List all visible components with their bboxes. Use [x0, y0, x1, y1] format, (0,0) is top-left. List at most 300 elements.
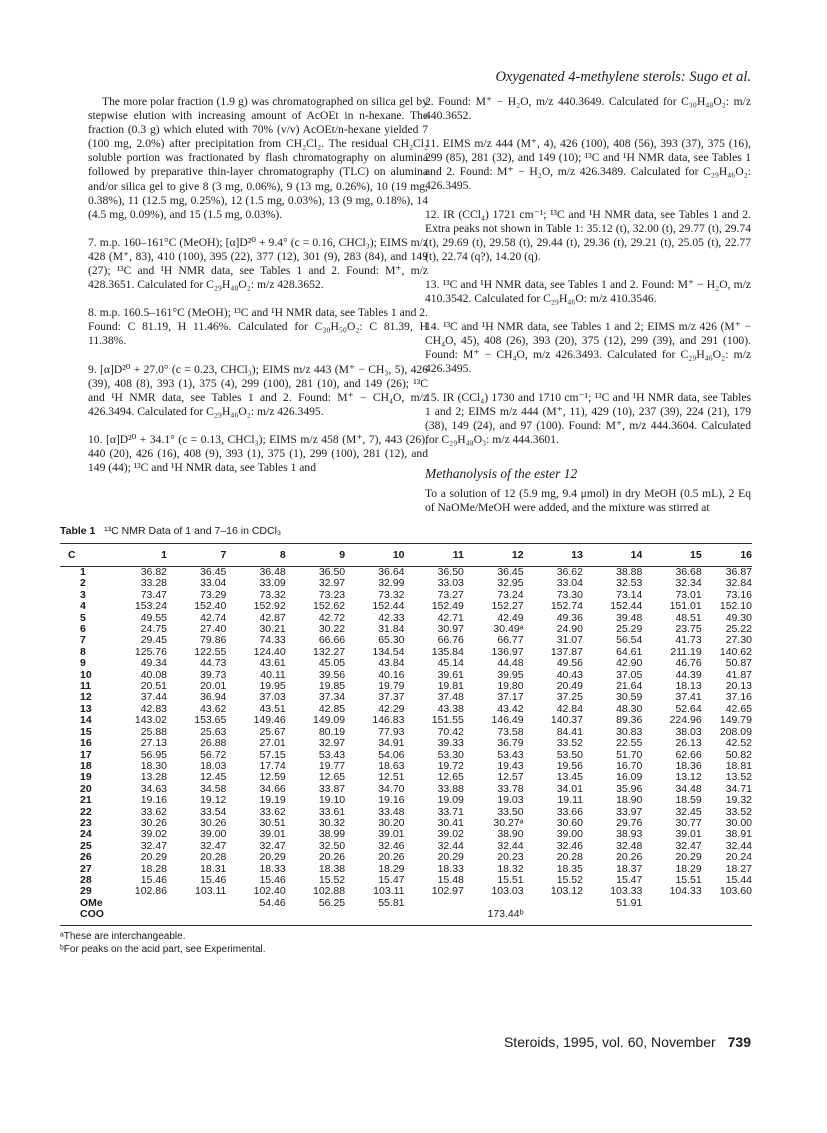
shift-value-cell: 51.91: [616, 896, 643, 909]
shift-value-cell: 20.26: [318, 851, 346, 864]
shift-value-cell: 43.42: [497, 702, 524, 715]
shift-value-cell: 37.34: [318, 691, 346, 704]
shift-value-cell: 30.20: [378, 816, 405, 829]
shift-value-cell: 15.48: [437, 873, 464, 886]
table-caption-text: ¹³C NMR Data of 1 and 7–16 in CDCl₃: [104, 525, 282, 537]
shift-value-cell: 43.61: [259, 657, 286, 670]
shift-value-cell: 33.61: [318, 805, 346, 818]
shift-value-cell: 103.11: [373, 885, 405, 898]
shift-value-cell: 41.87: [725, 668, 752, 681]
shift-value-cell: 37.37: [378, 691, 405, 704]
shift-value-cell: 20.51: [140, 680, 167, 693]
shift-value-cell: 43.38: [437, 702, 464, 715]
shift-value-cell: 41.73: [675, 634, 702, 647]
shift-value-cell: 146.49: [491, 714, 524, 727]
shift-value-cell: 30.59: [616, 691, 643, 704]
shift-value-cell: 73.27: [437, 588, 464, 601]
shift-value-cell: [111, 898, 167, 909]
shift-value-cell: 20.24: [725, 851, 752, 864]
shift-value-cell: 20.26: [616, 851, 643, 864]
table-row: [60, 601, 752, 612]
paragraph-gap: [425, 123, 751, 137]
shift-value-cell: 52.64: [675, 702, 702, 715]
shift-value-cell: 37.03: [259, 691, 286, 704]
shift-value-cell: 19.72: [437, 759, 464, 772]
carbon-label-cell: 4: [80, 600, 86, 613]
shift-value-cell: 23.75: [675, 623, 702, 636]
shift-value-cell: 32.44: [437, 839, 464, 852]
shift-value-cell: 53.30: [437, 748, 464, 761]
table-row: [60, 886, 752, 897]
table-row: [60, 715, 752, 726]
shift-value-cell: 43.84: [378, 657, 405, 670]
carbon-label-cell: 7: [80, 634, 86, 647]
shift-value-cell: 33.62: [259, 805, 286, 818]
carbon-label-cell: 16: [80, 737, 92, 750]
shift-value-cell: 19.43: [497, 759, 524, 772]
shift-value-cell: 38.88: [616, 566, 643, 578]
shift-value-cell: 20.28: [200, 851, 227, 864]
shift-value-cell: 33.04: [556, 577, 583, 590]
shift-value-cell: 153.65: [194, 714, 227, 727]
paragraph: 7. m.p. 160–161°C (MeOH); [α]D²⁰ + 9.4° (c = 0.16, CHCl₃); EIMS m/z 428 (M⁺, 83), 410 (100), 395 (22), 377 (12), 301 (9), 283 (84), and 149 (27); ¹³C and ¹H NMR data, see Tables 1 and 2. Found: M⁺, m/z 428.3651. Calculated for C₂₉H₄₈O₂: m/z 428.3652.: [88, 235, 428, 292]
shift-value-cell: 50.82: [725, 748, 752, 761]
shift-value-cell: 137.87: [550, 645, 583, 658]
table-footnotes: [60, 930, 752, 956]
shift-value-cell: 16.70: [616, 759, 643, 772]
shift-value-cell: 48.30: [616, 702, 643, 715]
shift-value-cell: 149.79: [719, 714, 752, 727]
footnote: ᵃThese are interchangeable.: [60, 930, 186, 942]
shift-value-cell: 32.48: [616, 839, 643, 852]
shift-value-cell: 149.46: [253, 714, 286, 727]
shift-value-cell: 37.25: [556, 691, 583, 704]
shift-value-cell: 18.03: [200, 759, 227, 772]
shift-value-cell: 73.01: [675, 588, 702, 601]
shift-value-cell: 20.29: [437, 851, 464, 864]
shift-value-cell: 33.87: [318, 782, 346, 795]
carbon-label-cell: 27: [80, 862, 92, 875]
shift-value-cell: 15.52: [556, 873, 583, 886]
shift-value-cell: 152.49: [431, 600, 464, 613]
shift-value-cell: 40.16: [378, 668, 405, 681]
shift-value-cell: 19.77: [318, 759, 346, 772]
shift-value-cell: 25.29: [616, 623, 643, 636]
shift-value-cell: 42.49: [497, 611, 524, 624]
table-header-row: [60, 544, 752, 567]
paragraph: 10. [α]D²⁰ + 34.1° (c = 0.13, CHCl₃); EIMS m/z 458 (M⁺, 7), 443 (26), 440 (20), 426 (16), 408 (9), 393 (1), 375 (1), 299 (100), 281 (12), and 149 (44); ¹³C and ¹H NMR data, see Tables 1 and: [88, 432, 428, 475]
shift-value-cell: 89.36: [616, 714, 643, 727]
shift-value-cell: 66.77: [497, 634, 524, 647]
shift-value-cell: [345, 909, 404, 922]
table-bottom-rule: [60, 925, 752, 926]
shift-value-cell: 151.01: [669, 600, 702, 613]
carbon-label-cell: 19: [80, 771, 92, 784]
shift-value-cell: 33.88: [437, 782, 464, 795]
shift-value-cell: 33.97: [616, 805, 643, 818]
shift-value-cell: 33.52: [556, 737, 583, 750]
shift-value-cell: 50.87: [725, 657, 752, 670]
paragraph: 12. IR (CCl₄) 1721 cm⁻¹; ¹³C and ¹H NMR data, see Tables 1 and 2. Extra peaks not shown in Table 1: 35.12 (t), 32.00 (t), 29.77 (t), 29.74 (t), 29.69 (t), 29.58 (t), 29.44 (t), 29.36 (t), 29.21 (t), 25.05 (t), 22.77 (t), 22.74 (q?), 14.20 (q).: [425, 207, 751, 263]
shift-value-cell: 39.56: [318, 668, 346, 681]
carbon-label-cell: 9: [80, 657, 86, 670]
shift-value-cell: 103.12: [550, 885, 583, 898]
shift-value-cell: 30.77: [675, 816, 702, 829]
shift-value-cell: 33.71: [437, 805, 464, 818]
shift-value-cell: 31.07: [556, 634, 583, 647]
carbon-label-cell: 1: [80, 566, 86, 578]
shift-value-cell: 30.51: [259, 816, 286, 829]
shift-value-cell: 152.40: [194, 600, 227, 613]
shift-value-cell: 30.00: [725, 816, 752, 829]
paragraph: 9. [α]D²⁰ + 27.0° (c = 0.23, CHCl₃); EIMS m/z 443 (M⁺ − CH₃, 5), 426 (39), 408 (8), 393 (1), 375 (4), 299 (100), 281 (10), and 149 (26); ¹³C and ¹H NMR data, see Tables 1 and 2. Found: M⁺ − CH₄O, m/z 426.3494. Calculated for C₂₉H₄₆O₂: m/z 426.3495.: [88, 362, 428, 418]
shift-value-cell: 34.58: [200, 782, 227, 795]
shift-value-cell: 102.40: [253, 885, 286, 898]
carbon-label-cell: 14: [80, 714, 92, 727]
carbon-label-cell: 22: [80, 805, 92, 818]
shift-value-cell: 30.27ᵃ: [493, 816, 524, 829]
shift-value-cell: 36.50: [437, 566, 464, 578]
shift-value-cell: 140.37: [550, 714, 583, 727]
shift-value-cell: 64.61: [616, 645, 643, 658]
carbon-label-cell: 8: [80, 645, 86, 658]
shift-value-cell: 29.76: [616, 816, 643, 829]
shift-value-cell: 32.44: [725, 839, 752, 852]
shift-value-cell: 79.86: [200, 634, 227, 647]
shift-value-cell: 73.47: [140, 588, 167, 601]
shift-value-cell: 29.45: [140, 634, 167, 647]
table-header-cell: 1: [111, 544, 167, 567]
shift-value-cell: 18.33: [259, 862, 286, 875]
shift-value-cell: 53.43: [497, 748, 524, 761]
shift-value-cell: 30.97: [437, 623, 464, 636]
shift-value-cell: 34.66: [259, 782, 286, 795]
shift-value-cell: 56.54: [616, 634, 643, 647]
shift-value-cell: 42.65: [725, 702, 752, 715]
carbon-label-cell: 10: [80, 668, 92, 681]
shift-value-cell: 42.52: [725, 737, 752, 750]
shift-value-cell: 32.95: [497, 577, 524, 590]
shift-value-cell: 15.47: [616, 873, 643, 886]
shift-value-cell: 25.22: [725, 623, 752, 636]
table-header-cell: 7: [167, 544, 226, 567]
shift-value-cell: 32.84: [725, 577, 752, 590]
shift-value-cell: 26.13: [675, 737, 702, 750]
shift-value-cell: 33.78: [497, 782, 524, 795]
shift-value-cell: 25.67: [259, 725, 286, 738]
shift-value-cell: 74.33: [259, 634, 286, 647]
shift-value-cell: 32.53: [616, 577, 643, 590]
shift-value-cell: 36.62: [556, 566, 583, 578]
shift-value-cell: 43.51: [259, 702, 286, 715]
table-row: [60, 658, 752, 669]
shift-value-cell: 38.99: [318, 828, 346, 841]
table-header-cell: 13: [524, 544, 583, 567]
shift-value-cell: 15.52: [318, 873, 346, 886]
shift-value-cell: 65.30: [378, 634, 405, 647]
shift-value-cell: 39.48: [616, 611, 643, 624]
shift-value-cell: 56.72: [200, 748, 227, 761]
shift-value-cell: 102.88: [313, 885, 346, 898]
table-1: [60, 525, 752, 956]
table-header-cell: 14: [583, 544, 642, 567]
shift-value-cell: [642, 909, 701, 922]
shift-value-cell: 40.08: [140, 668, 167, 681]
shift-value-cell: 42.90: [616, 657, 643, 670]
shift-value-cell: 132.27: [313, 645, 346, 658]
shift-value-cell: 32.47: [200, 839, 227, 852]
shift-value-cell: 38.03: [675, 725, 702, 738]
shift-value-cell: 49.34: [140, 657, 167, 670]
shift-value-cell: 32.50: [318, 839, 346, 852]
shift-value-cell: 13.45: [556, 771, 583, 784]
shift-value-cell: 152.27: [491, 600, 524, 613]
shift-value-cell: 73.16: [725, 588, 752, 601]
right-column: [425, 95, 751, 515]
paragraph-gap: [88, 419, 428, 433]
shift-value-cell: 40.43: [556, 668, 583, 681]
shift-value-cell: 32.44: [497, 839, 524, 852]
shift-value-cell: 39.00: [200, 828, 227, 841]
shift-value-cell: 51.70: [616, 748, 643, 761]
shift-value-cell: 36.64: [378, 566, 405, 578]
table-body: [60, 567, 752, 923]
carbon-label-cell: COO: [80, 908, 104, 921]
shift-value-cell: 19.10: [318, 794, 346, 807]
shift-value-cell: 19.16: [140, 794, 167, 807]
shift-value-cell: 152.92: [253, 600, 286, 613]
shift-value-cell: 44.39: [675, 668, 702, 681]
carbon-label-cell: 15: [80, 725, 92, 738]
shift-value-cell: 33.03: [437, 577, 464, 590]
shift-value-cell: 152.44: [610, 600, 643, 613]
table-header-cell: 15: [642, 544, 701, 567]
journal-citation: Steroids, 1995, vol. 60, November: [503, 1034, 716, 1050]
shift-value-cell: 19.11: [557, 794, 583, 807]
shift-value-cell: 20.26: [378, 851, 405, 864]
shift-value-cell: 39.61: [437, 668, 464, 681]
shift-value-cell: 49.30: [725, 611, 752, 624]
shift-value-cell: 136.97: [491, 645, 524, 658]
shift-value-cell: 84.41: [556, 725, 583, 738]
shift-value-cell: 15.51: [497, 873, 524, 886]
paragraph: The more polar fraction (1.9 g) was chromatographed on silica gel by stepwise elution with increasing amount of AcOEt in n-hexane. The fraction (0.3 g) which eluted with 70% (v/v) AcOEt/n-hexane yielded 7 (100 mg, 2.0%) after precipitation from CH₂Cl₂. The residual CH₂Cl₂ soluble portion was fractionated by flash chromatography on alumina followed by preparative thin-layer chromatography (TLC) on alumina and/or silica gel to give 8 (3 mg, 0.06%), 9 (13 mg, 0.26%), 10 (19 mg, 0.38%), 11 (12.5 mg, 0.25%), 12 (1.5 mg, 0.03%), 13 (9 mg, 0.18%), 14 (4.5 mg, 0.09%), and 15 (1.5 mg, 0.03%).: [88, 95, 428, 221]
shift-value-cell: 46.76: [675, 657, 702, 670]
shift-value-cell: [583, 909, 642, 922]
shift-value-cell: 146.83: [372, 714, 405, 727]
shift-value-cell: 39.01: [675, 828, 702, 841]
footnote: ᵇFor peaks on the acid part, see Experimental.: [60, 943, 266, 955]
shift-value-cell: 70.42: [437, 725, 464, 738]
shift-value-cell: 15.51: [675, 873, 702, 886]
shift-value-cell: 30.32: [318, 816, 346, 829]
shift-value-cell: 30.22: [318, 623, 346, 636]
table-row: [60, 898, 752, 909]
shift-value-cell: [167, 909, 226, 922]
paragraph-gap: [425, 264, 751, 278]
shift-value-cell: 77.93: [378, 725, 405, 738]
shift-value-cell: 36.45: [200, 566, 227, 578]
shift-value-cell: 55.81: [378, 896, 405, 909]
shift-value-cell: 45.05: [318, 657, 346, 670]
shift-value-cell: 20.29: [259, 851, 286, 864]
shift-value-cell: 73.32: [378, 588, 405, 601]
shift-value-cell: 32.47: [140, 839, 167, 852]
shift-value-cell: 42.72: [318, 611, 346, 624]
shift-value-cell: 32.97: [318, 737, 346, 750]
shift-value-cell: 12.57: [497, 771, 524, 784]
shift-value-cell: 134.54: [372, 645, 405, 658]
shift-value-cell: 56.25: [318, 896, 346, 909]
shift-value-cell: 124.40: [253, 645, 286, 658]
shift-value-cell: 19.80: [497, 680, 524, 693]
shift-value-cell: 19.56: [556, 759, 583, 772]
shift-value-cell: 36.68: [675, 566, 702, 578]
shift-value-cell: 42.85: [318, 702, 346, 715]
shift-value-cell: 18.36: [675, 759, 702, 772]
paragraph: 13. ¹³C and ¹H NMR data, see Tables 1 and 2. Found: M⁺ − H₂O, m/z 410.3542. Calculated for C₂₉H₄₆O: m/z 410.3546.: [425, 277, 751, 306]
shift-value-cell: 44.73: [200, 657, 227, 670]
carbon-label-cell: 2: [80, 577, 86, 590]
shift-value-cell: 39.01: [378, 828, 405, 841]
shift-value-cell: 31.84: [378, 623, 405, 636]
shift-value-cell: 13.52: [725, 771, 752, 784]
shift-value-cell: 20.13: [725, 680, 752, 693]
paragraph-gap: [425, 306, 751, 320]
table-label: Table 1: [60, 525, 96, 537]
shift-value-cell: [111, 909, 167, 922]
shift-value-cell: 18.29: [378, 862, 405, 875]
table-header-cell: 11: [405, 544, 464, 567]
shift-value-cell: 56.95: [140, 748, 167, 761]
table-header-cell: 10: [345, 544, 404, 567]
shift-value-cell: [405, 909, 464, 922]
shift-value-cell: 30.60: [556, 816, 583, 829]
shift-value-cell: 33.09: [259, 577, 286, 590]
shift-value-cell: 33.04: [200, 577, 227, 590]
shift-value-cell: [702, 909, 752, 922]
shift-value-cell: 53.50: [556, 748, 583, 761]
shift-value-cell: 32.47: [675, 839, 702, 852]
shift-value-cell: 19.19: [259, 794, 286, 807]
shift-value-cell: 34.91: [378, 737, 405, 750]
shift-value-cell: 18.33: [437, 862, 464, 875]
shift-value-cell: 153.24: [134, 600, 167, 613]
table-row: [60, 772, 752, 783]
shift-value-cell: 25.88: [140, 725, 167, 738]
shift-value-cell: 103.11: [195, 885, 227, 898]
shift-value-cell: [286, 909, 345, 922]
shift-value-cell: 173.44ᵇ: [487, 908, 524, 921]
shift-value-cell: 30.26: [140, 816, 167, 829]
shift-value-cell: 12.65: [318, 771, 346, 784]
table-header-cell: 16: [702, 544, 752, 567]
table-row: [60, 738, 752, 749]
shift-value-cell: 34.63: [140, 782, 167, 795]
carbon-label-cell: 21: [80, 794, 92, 807]
shift-value-cell: 48.51: [675, 611, 702, 624]
shift-value-cell: 19.79: [378, 680, 405, 693]
shift-value-cell: 152.74: [550, 600, 583, 613]
shift-value-cell: 37.17: [497, 691, 524, 704]
shift-value-cell: 34.70: [378, 782, 405, 795]
shift-value-cell: 35.96: [616, 782, 643, 795]
shift-value-cell: 73.14: [616, 588, 643, 601]
shift-value-cell: 12.45: [200, 771, 227, 784]
shift-value-cell: 53.43: [318, 748, 346, 761]
shift-value-cell: 39.02: [437, 828, 464, 841]
shift-value-cell: 36.94: [200, 691, 227, 704]
carbon-label-cell: 17: [80, 748, 92, 761]
shift-value-cell: 37.48: [437, 691, 464, 704]
shift-value-cell: 33.50: [497, 805, 524, 818]
shift-value-cell: 19.85: [318, 680, 346, 693]
shift-value-cell: 62.66: [675, 748, 702, 761]
left-column: [88, 95, 428, 475]
shift-value-cell: 143.02: [134, 714, 167, 727]
shift-value-cell: 49.56: [556, 657, 583, 670]
table-caption: [60, 525, 752, 537]
shift-value-cell: 36.48: [259, 566, 286, 578]
shift-value-cell: 39.73: [200, 668, 227, 681]
shift-value-cell: 18.30: [140, 759, 167, 772]
shift-value-cell: 54.06: [378, 748, 405, 761]
paragraph-gap: [425, 194, 751, 208]
paragraph: 11. EIMS m/z 444 (M⁺, 4), 426 (100), 408 (56), 393 (37), 375 (16), 299 (85), 281 (32), and 149 (10); ¹³C and ¹H NMR data, see Tables 1 and 2. Found: M⁺ − H₂O, m/z 426.3489. Calculated for C₂₉H₄₆O₂: 426.3495.: [425, 137, 751, 193]
shift-value-cell: 18.63: [378, 759, 405, 772]
shift-value-cell: 13.12: [675, 771, 702, 784]
shift-value-cell: 40.11: [260, 668, 286, 681]
shift-value-cell: 42.83: [140, 702, 167, 715]
shift-value-cell: 38.90: [497, 828, 524, 841]
shift-value-cell: 27.13: [140, 737, 167, 750]
shift-value-cell: 30.49ᵃ: [493, 623, 524, 636]
carbon-label-cell: 23: [80, 816, 92, 829]
running-head: Oxygenated 4-methylene sterols: Sugo et al.: [495, 69, 751, 85]
shift-value-cell: 37.16: [725, 691, 752, 704]
paragraph: 2. Found: M⁺ − H₂O, m/z 440.3649. Calculated for C₃₀H₄₈O₂: m/z 440.3652.: [425, 95, 751, 123]
shift-value-cell: 45.14: [437, 657, 464, 670]
shift-value-cell: 39.95: [497, 668, 524, 681]
shift-value-cell: 73.58: [497, 725, 524, 738]
shift-value-cell: 211.19: [670, 645, 702, 658]
shift-value-cell: 27.01: [259, 737, 286, 750]
shift-value-cell: 151.55: [431, 714, 464, 727]
shift-value-cell: 19.12: [200, 794, 227, 807]
shift-value-cell: 66.76: [437, 634, 464, 647]
shift-value-cell: 26.88: [200, 737, 227, 750]
shift-value-cell: 18.29: [675, 862, 702, 875]
shift-value-cell: 140.62: [719, 645, 752, 658]
shift-value-cell: 34.01: [556, 782, 583, 795]
shift-value-cell: 18.59: [675, 794, 702, 807]
shift-value-cell: 42.74: [200, 611, 227, 624]
shift-value-cell: 20.23: [497, 851, 524, 864]
shift-value-cell: 103.60: [719, 885, 752, 898]
shift-value-cell: 39.01: [259, 828, 286, 841]
carbon-label-cell: 24: [80, 828, 92, 841]
shift-value-cell: 152.44: [372, 600, 405, 613]
shift-value-cell: 37.41: [675, 691, 702, 704]
shift-value-cell: 33.66: [556, 805, 583, 818]
shift-value-cell: 32.99: [378, 577, 405, 590]
table-header-cell: C: [60, 544, 111, 567]
shift-value-cell: 39.00: [556, 828, 583, 841]
shift-value-cell: 103.03: [491, 885, 524, 898]
shift-value-cell: [642, 898, 701, 909]
table-row: [60, 909, 752, 922]
paragraph: 14. ¹³C and ¹H NMR data, see Tables 1 and 2; EIMS m/z 426 (M⁺ − CH₄O, 45), 408 (26), 393 (20), 375 (12), 299 (39), and 291 (100). Found: M⁺ − CH₄O, m/z 426.3493. Calculated for C₂₉H₄₆O₂: m/z 426.3495.: [425, 320, 751, 376]
